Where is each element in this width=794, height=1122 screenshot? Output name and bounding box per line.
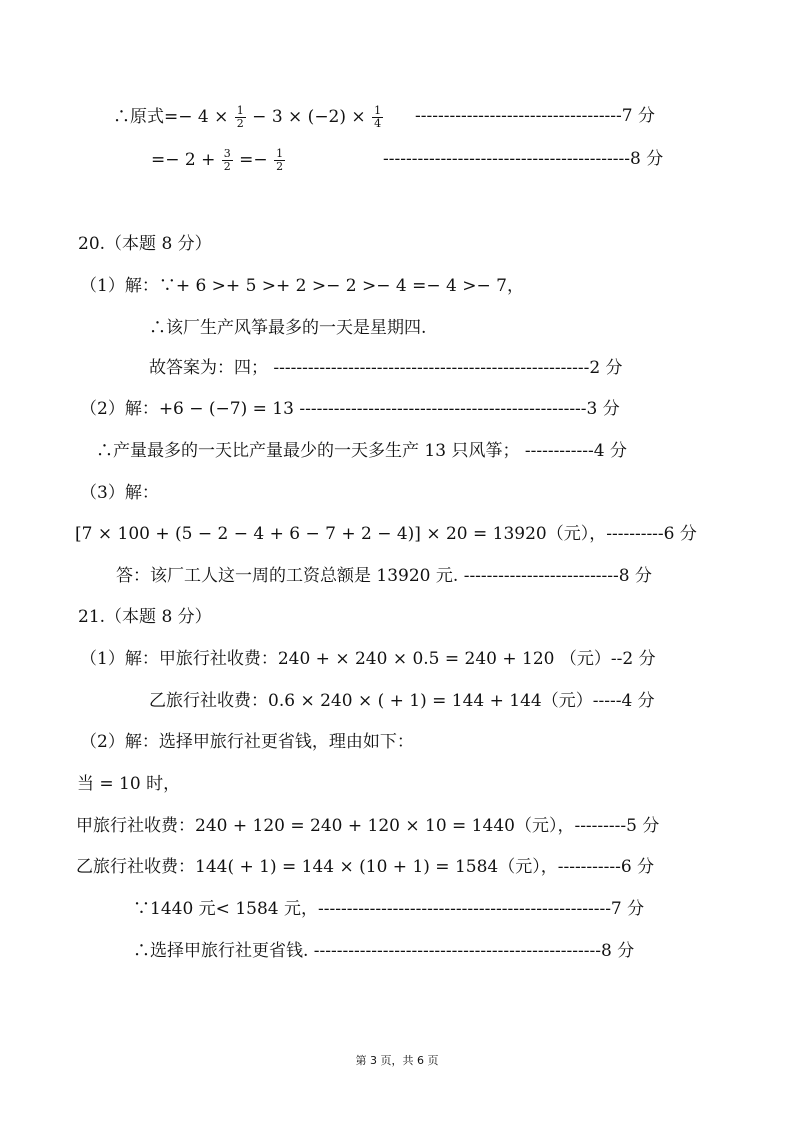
q20-p3-line3: 答：该厂工人这一周的工资总额是 13920 元. ---------------------------8 分 [116, 566, 653, 586]
fraction: $\frac{1}{2}$ [276, 147, 284, 173]
q20-title: 20.（本题 8 分） [78, 234, 212, 254]
q21-title: 21.（本题 8 分） [78, 607, 212, 627]
q19-line2-score: -------------------------------------------8 分 [383, 149, 664, 169]
fraction: $\frac{1}{4}$ [374, 104, 382, 130]
q19-line1-mid: − 3 × (−2) × [246, 107, 372, 127]
q20-p1-line2: ∴该厂生产风筝最多的一天是星期四. [149, 318, 427, 338]
q21-p2-line6: ∴选择甲旅行社更省钱. --------------------------------------------------8 分 [133, 941, 635, 961]
q21-p1-line1: （1）解：甲旅行社收费：240 + × 240 × 0.5 = 240 + 120 （元）--2 分 [80, 649, 656, 669]
q20-p3-line1: （3）解： [80, 483, 159, 503]
page-number: 第 3 页，共 6 页 [355, 1054, 439, 1067]
q19-line2 [151, 148, 286, 173]
q21-p2-line5: ∵1440 元< 1584 元，---------------------------------------------------7 分 [133, 899, 645, 919]
q20-p2-line1: （2）解：+6 − (−7) = 13 --------------------------------------------------3 分 [80, 399, 620, 419]
q21-p2-line2: 当 = 10 时， [77, 774, 181, 794]
q21-p2-line1: （2）解：选择甲旅行社更省钱，理由如下： [80, 732, 414, 752]
q20-p1-line3: 故答案为：四； -------------------------------------------------------2 分 [149, 358, 623, 378]
q19-line2-mid: =− [233, 150, 274, 170]
q21-p1-line2: 乙旅行社收费：0.6 × 240 × ( + 1) = 144 + 144（元）-----4 分 [149, 691, 655, 711]
q19-line2-prefix: =− 2 + [151, 150, 221, 170]
q19-line1 [113, 105, 384, 130]
q20-p2-line2: ∴产量最多的一天比产量最少的一天多生产 13 只风筝； ------------4 分 [96, 441, 627, 461]
q21-p2-line4: 乙旅行社收费：144( + 1) = 144 × (10 + 1) = 1584（元），-----------6 分 [76, 857, 655, 877]
q19-line1-prefix: ∴原式=− 4 × [113, 107, 234, 127]
fraction: $\frac{3}{2}$ [223, 147, 231, 173]
q20-p1-line1: （1）解：∵+ 6 >+ 5 >+ 2 >− 2 >− 4 =− 4 >− 7， [80, 276, 524, 296]
q19-line1-score: ------------------------------------7 分 [415, 106, 656, 126]
q21-p2-line3: 甲旅行社收费：240 + 120 = 240 + 120 × 10 = 1440（元），---------5 分 [76, 816, 660, 836]
q20-p3-line2: [7 × 100 + (5 − 2 − 4 + 6 − 7 + 2 − 4)] × 20 = 13920（元），----------6 分 [75, 524, 697, 544]
fraction: $\frac{1}{2}$ [236, 104, 244, 130]
